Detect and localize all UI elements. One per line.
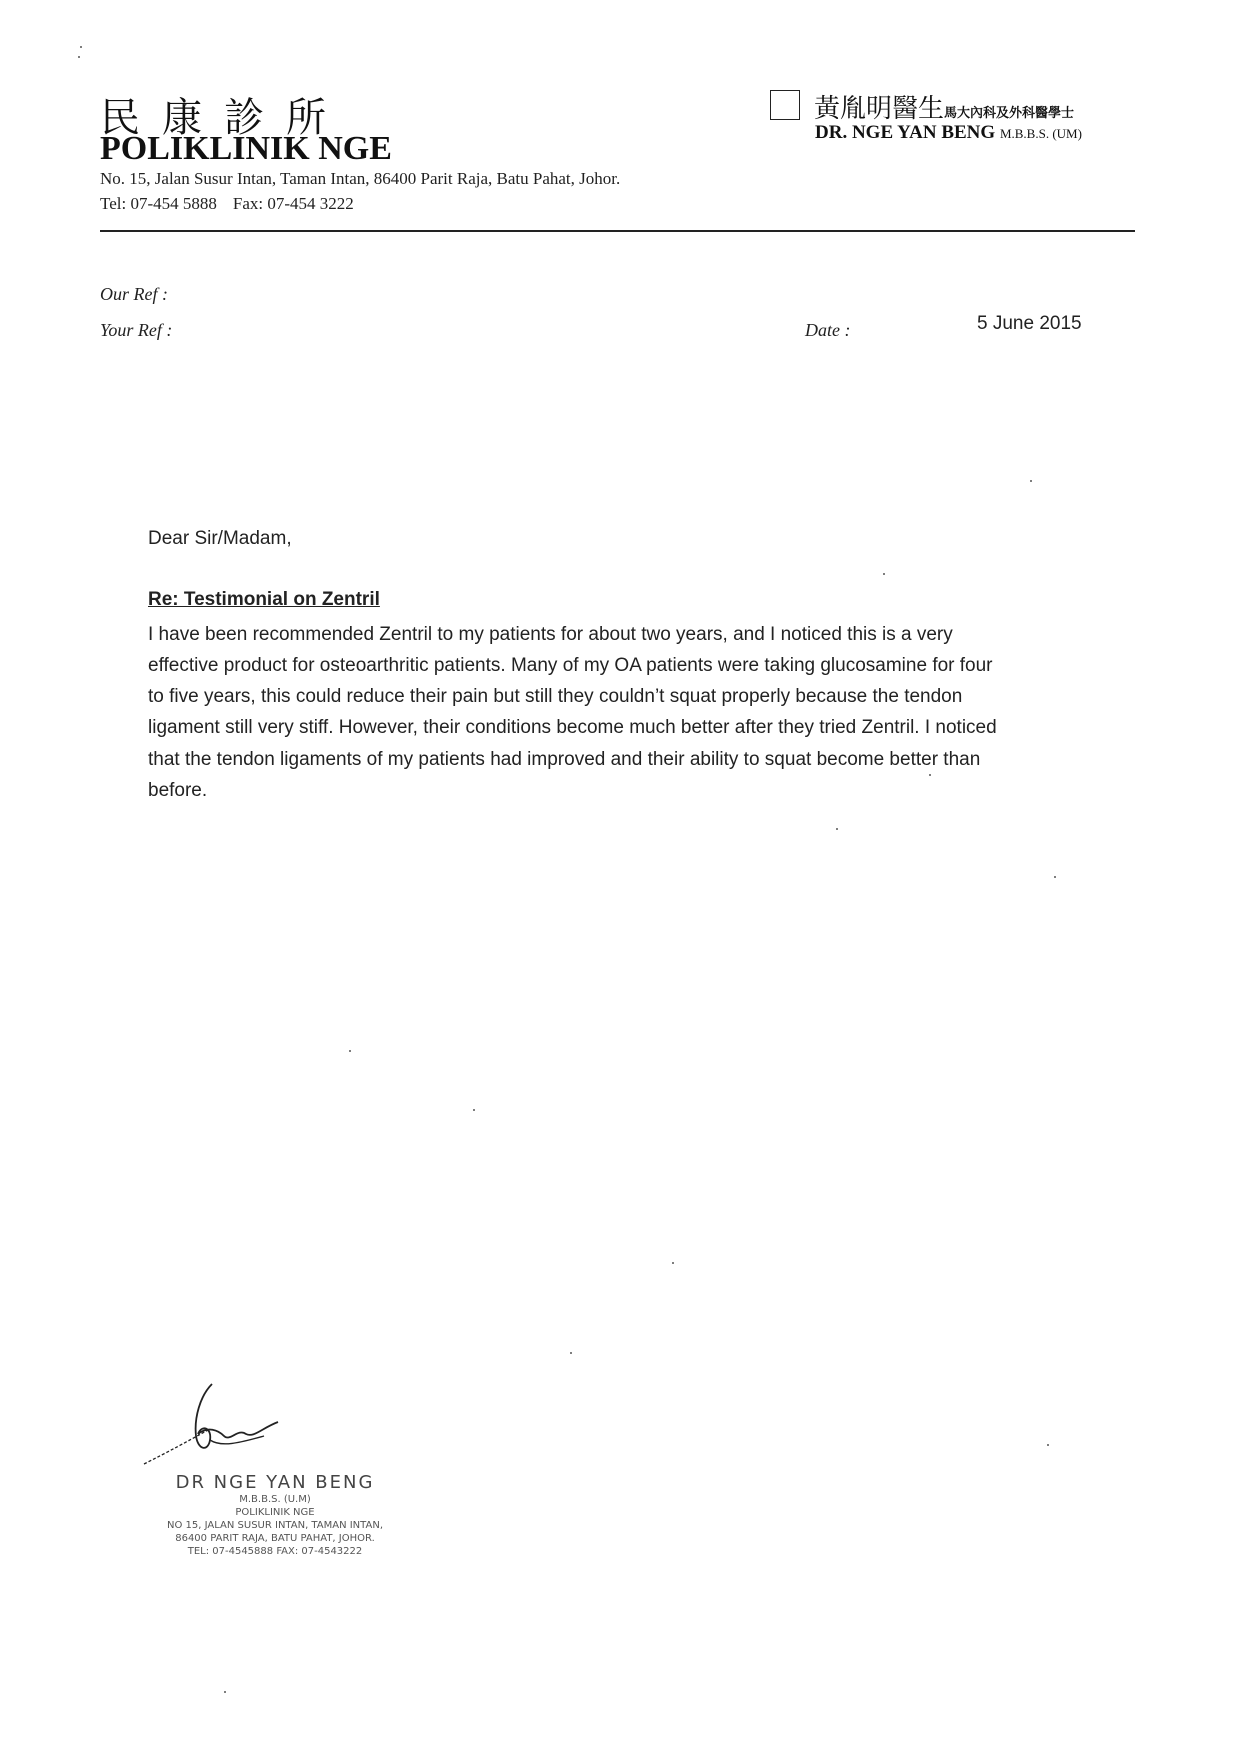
salutation: Dear Sir/Madam, [148,528,292,549]
scan-speck [349,1050,351,1052]
clinic-fax: Fax: 07-454 3222 [232,194,354,213]
scan-speck [1047,1444,1049,1446]
clinic-address: No. 15, Jalan Susur Intan, Taman Intan, 86400 Parit Raja, Batu Pahat, Johor. [100,169,621,188]
your-ref-label: Your Ref : [100,320,173,340]
letterhead-divider [100,230,1135,232]
subject-line: Re: Testimonial on Zentril [148,589,380,610]
scan-speck [672,1262,674,1264]
scan-speck [224,1691,226,1693]
stamp-clinic: POLIKLINIK NGE [235,1507,315,1518]
date-label: Date : [805,320,851,340]
scan-speck [929,774,931,776]
our-ref-label: Our Ref : [100,284,168,304]
stamp-name: DR NGE YAN BENG [175,1472,375,1493]
clinic-name: POLIKLINIK NGE [100,130,392,167]
scan-speck [1030,480,1032,482]
doctor-name-en-text: DR. NGE YAN BENG [815,122,996,143]
body-line: effective product for osteoarthritic patients. Many of my OA patients were taking glucosamine for four [148,655,993,676]
doctor-qualification: M.B.B.S. (UM) [999,126,1082,141]
clinic-name-chinese: 民康診所 [100,95,348,141]
scan-speck [80,46,82,48]
doctor-stamp [140,1472,410,1558]
body-line: I have been recommended Zentril to my patients for about two years, and I noticed this is a very [148,624,953,645]
scan-speck [836,828,838,830]
body-line: before. [148,780,208,801]
stamp-phone: TEL: 07-4545888 FAX: 07-4543222 [187,1546,363,1557]
clinic-telephone: Tel: 07-454 5888 [100,194,217,213]
scan-speck [570,1352,572,1354]
doctor-name [815,122,1082,144]
stamp-address-line: NO 15, JALAN SUSUR INTAN, TAMAN INTAN, [167,1520,383,1531]
stamp-qualification: M.B.B.S. (U.M) [239,1494,311,1505]
body-line: ligament still very stiff. However, their conditions become much better after they tried Zentril. I noticed [148,717,997,738]
clinic-contact [100,194,354,214]
scan-speck [883,573,885,575]
doctor-qualification-chinese: 馬大內科及外科醫學士 [944,106,1075,121]
body-line: to five years, this could reduce their pain but still they couldn’t squat properly because the tendon [148,686,963,707]
body-line: that the tendon ligaments of my patients had improved and their ability to squat become better than [148,749,981,770]
scan-speck [1054,876,1056,878]
doctor-name-chinese [814,88,1074,125]
stamp-address-line: 86400 PARIT RAJA, BATU PAHAT, JOHOR. [175,1533,375,1544]
date-value: 5 June 2015 [977,313,1082,334]
scan-speck [473,1109,475,1111]
doctor-name-cn-text: 黃胤明醫生 [814,94,945,124]
signature [138,1378,288,1470]
scan-speck [78,56,80,58]
checkbox-box [770,90,800,120]
